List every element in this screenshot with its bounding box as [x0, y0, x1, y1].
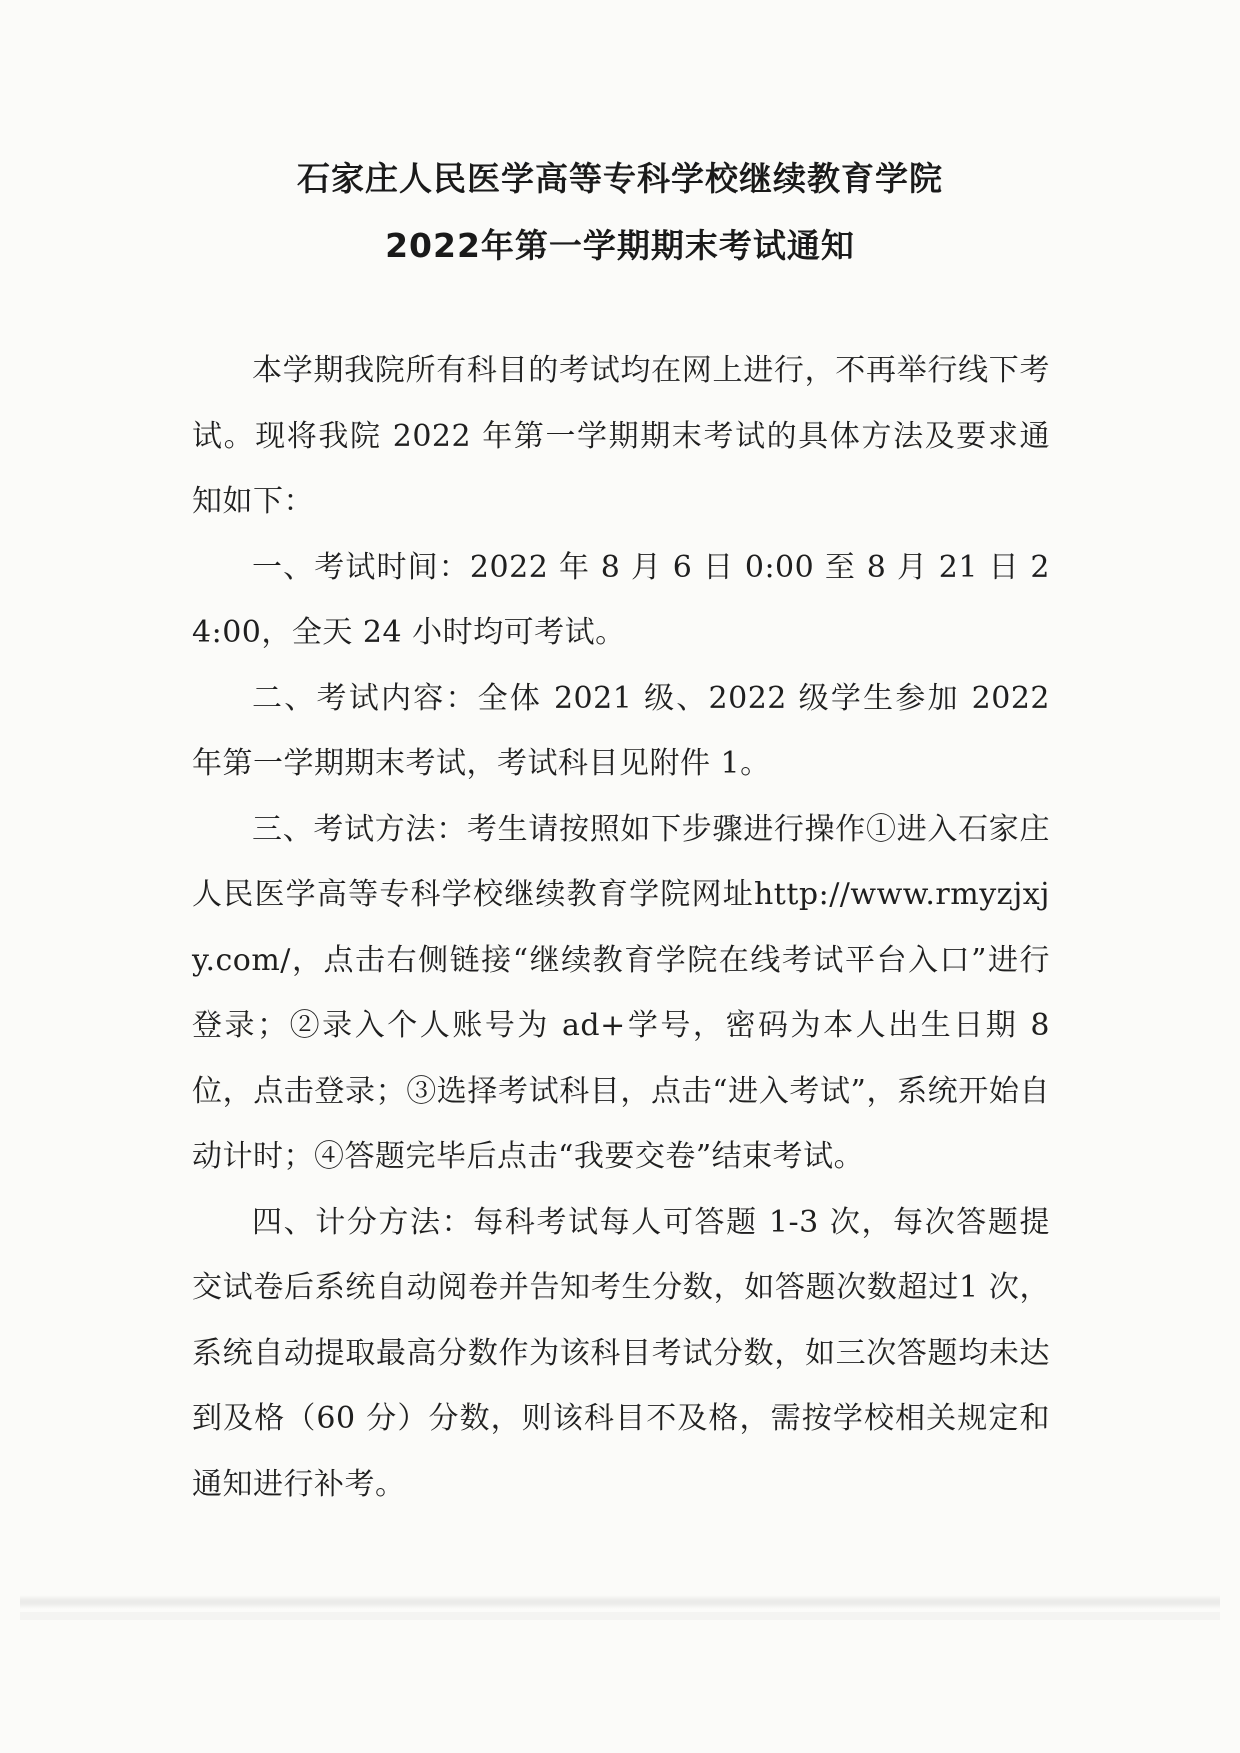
paragraph-exam-method: 三、考试方法：考生请按照如下步骤进行操作①进入石家庄人民医学高等专科学校继续教育学院网址http://www.rmyzjxjy.com/，点击右侧链接“继续教育学院在线考试平台入口”进行登录；②录入个人账号为 ad+学号，密码为本人出生日期 8 位，点击登录；③选择考试科目，点击“进入考试”，系统开始自动计时；④答题完毕后点击“我要交卷”结束考试。	[192, 811, 1050, 1174]
paragraph-scoring-method: 四、计分方法：每科考试每人可答题 1-3 次，每次答题提交试卷后系统自动阅卷并告知考生分数，如答题次数超过1 次，系统自动提取最高分数作为该科目考试分数，如三次答题均未达到及格（60 分）分数，则该科目不及格，需按学校相关规定和通知进行补考。	[192, 1204, 1050, 1502]
scan-artifact-secondary	[20, 1612, 1220, 1620]
document-title-line-1: 石家庄人民医学高等专科学校继续教育学院	[297, 159, 943, 198]
paragraph-intro: 本学期我院所有科目的考试均在网上进行，不再举行线下考试。现将我院 2022 年第一学期期末考试的具体方法及要求通知如下：	[192, 353, 1050, 519]
scan-artifact	[20, 1595, 1220, 1609]
document-body	[192, 338, 1050, 1517]
paragraph-exam-content: 二、考试内容：全体 2021 级、2022 级学生参加 2022 年第一学期期末考试，考试科目见附件 1。	[192, 680, 1050, 781]
document-title-line-2: 2022年第一学期期末考试通知	[385, 226, 855, 265]
paragraph-exam-time: 一、考试时间：2022 年 8 月 6 日 0:00 至 8 月 21 日 24:00，全天 24 小时均可考试。	[192, 549, 1050, 650]
